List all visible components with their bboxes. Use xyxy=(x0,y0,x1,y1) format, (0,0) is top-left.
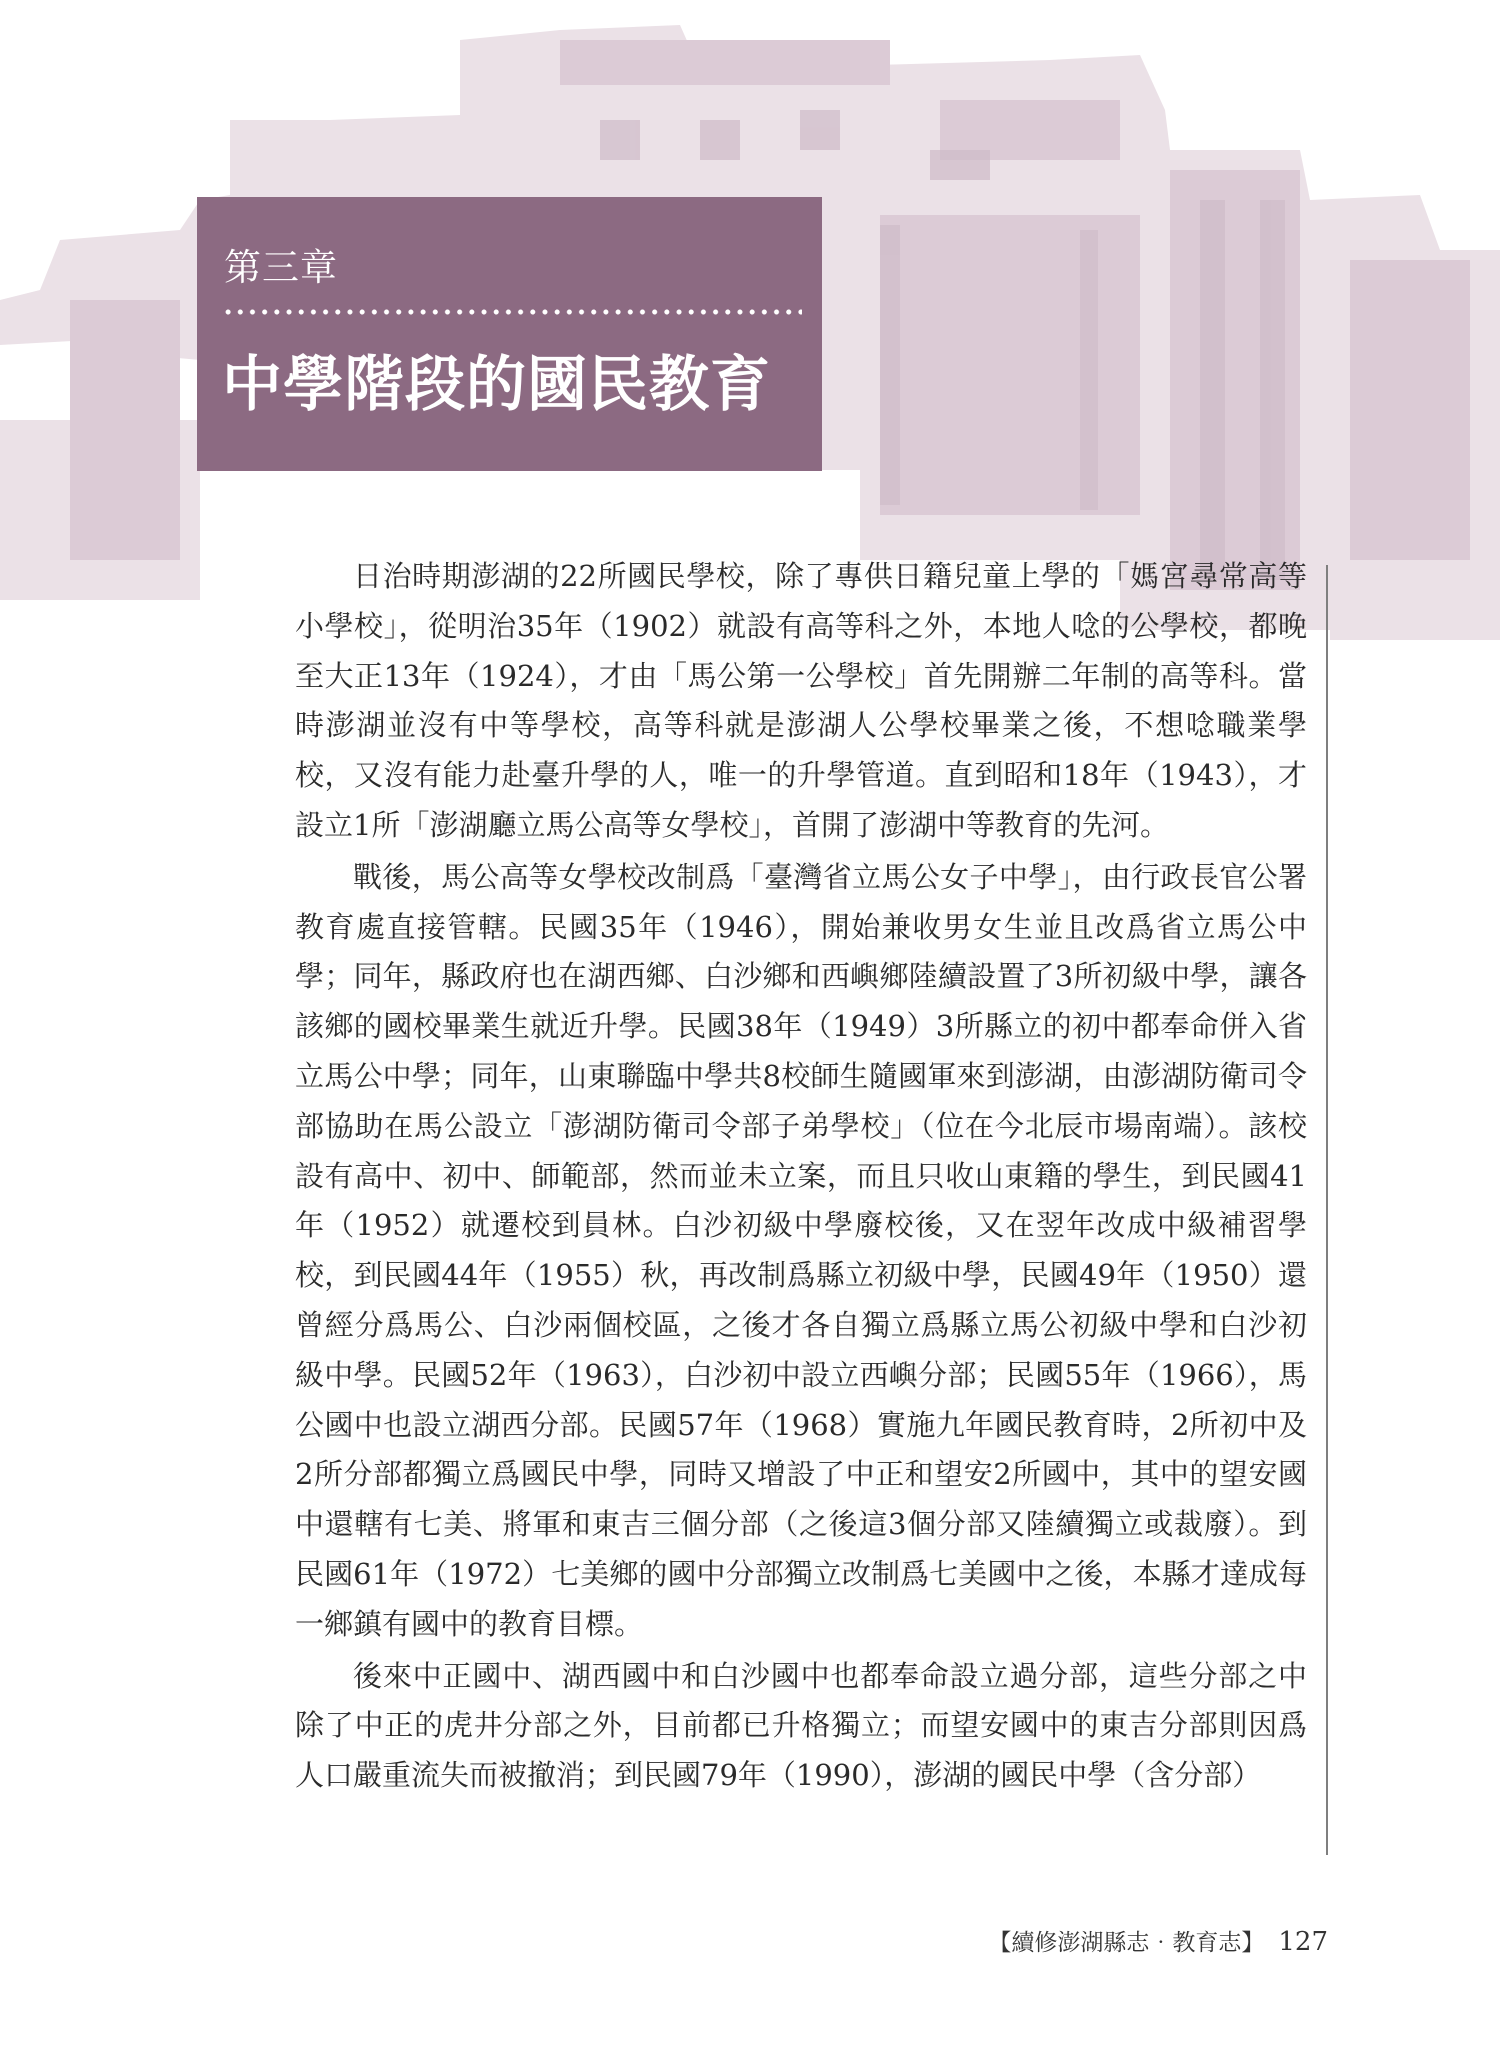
paragraph: 戰後，馬公高等女學校改制爲「臺灣省立馬公女子中學」，由行政長官公署教育處直接管轄。民國35年（1946），開始兼收男女生並且改爲省立馬公中學；同年，縣政府也在湖西鄉、白沙鄉和西嶼鄉陸續設置了3所初級中學，讓各該鄉的國校畢業生就近升學。民國38年（1949）3所縣立的初中都奉命併入省立馬公中學；同年，山東聯臨中學共8校師生隨國軍來到澎湖，由澎湖防衛司令部協助在馬公設立「澎湖防衛司令部子弟學校」（位在今北辰市場南端）。該校設有高中、初中、師範部，然而並未立案，而且只收山東籍的學生，到民國41年（1952）就遷校到員林。白沙初級中學廢校後，又在翌年改成中級補習學校，到民國44年（1955）秋，再改制爲縣立初級中學，民國49年（1950）還曾經分爲馬公、白沙兩個校區，之後才各自獨立爲縣立馬公初級中學和白沙初級中學。民國52年（1963），白沙初中設立西嶼分部；民國55年（1966），馬公國中也設立湖西分部。民國57年（1968）實施九年國民教育時，2所初中及2所分部都獨立爲國民中學，同時又增設了中正和望安2所國中，其中的望安國中還轄有七美、將軍和東吉三個分部（之後這3個分部又陸續獨立或裁廢）。到民國61年（1972）七美鄉的國中分部獨立改制爲七美國中之後，本縣才達成每一鄉鎮有國中的教育目標。 xyxy=(295,859,1307,1641)
chapter-title: 中學階段的國民教育 xyxy=(222,350,771,420)
page-footer xyxy=(988,1924,1328,1957)
chapter-title-box xyxy=(197,197,822,471)
dotted-divider xyxy=(222,307,802,317)
chapter-label: 第三章 xyxy=(224,246,338,289)
page-number: 127 xyxy=(1278,1927,1328,1957)
margin-rule xyxy=(1326,565,1328,1855)
paragraph: 日治時期澎湖的22所國民學校，除了專供日籍兒童上學的「媽宮尋常高等小學校」，從明治35年（1902）就設有高等科之外，本地人唸的公學校，都晚至大正13年（1924），才由「馬公第一公學校」首先開辦二年制的高等科。當時澎湖並沒有中等學校，高等科就是澎湖人公學校畢業之後，不想唸職業學校，又沒有能力赴臺升學的人，唯一的升學管道。直到昭和18年（1943），才設立1所「澎湖廳立馬公高等女學校」，首開了澎湖中等教育的先河。 xyxy=(295,559,1307,842)
paragraph: 後來中正國中、湖西國中和白沙國中也都奉命設立過分部，這些分部之中除了中正的虎井分部之外，目前都已升格獨立；而望安國中的東吉分部則因爲人口嚴重流失而被撤消；到民國79年（1990），澎湖的國民中學（含分部） xyxy=(295,1658,1307,1793)
book-title: 【續修澎湖縣志‧教育志】 xyxy=(988,1930,1265,1956)
body-text xyxy=(295,552,1307,1803)
